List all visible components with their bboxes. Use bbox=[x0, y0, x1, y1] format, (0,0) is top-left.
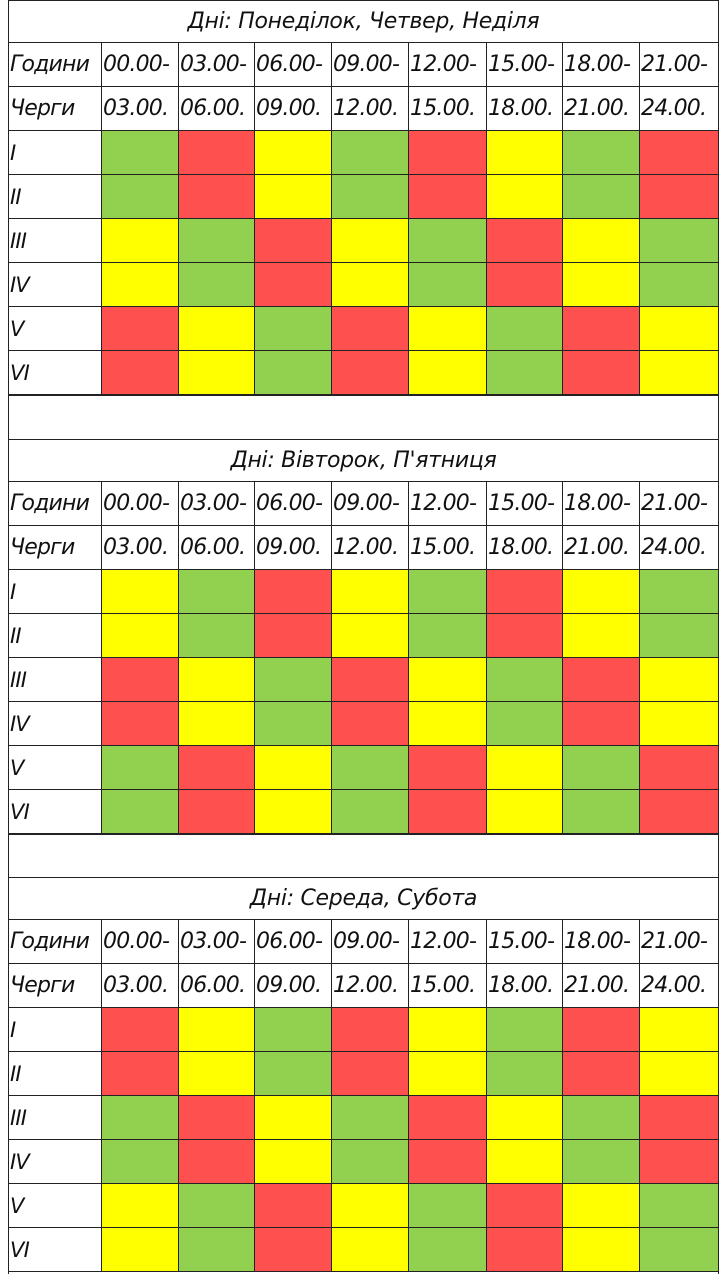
status-cell bbox=[332, 351, 409, 395]
status-cell bbox=[487, 1184, 563, 1228]
status-cell bbox=[409, 219, 487, 263]
status-cell bbox=[102, 307, 179, 351]
queue-label: VI bbox=[9, 790, 102, 834]
status-cell bbox=[563, 307, 640, 351]
status-cell bbox=[179, 1096, 255, 1140]
status-cell bbox=[640, 263, 718, 307]
status-cell bbox=[332, 790, 409, 834]
status-cell bbox=[487, 614, 563, 658]
status-cell bbox=[255, 1008, 332, 1052]
section-title: Дні: Понеділок, Четвер, Неділя bbox=[9, 0, 718, 43]
status-cell bbox=[640, 1008, 718, 1052]
status-cell bbox=[487, 1052, 563, 1096]
queue-label: II bbox=[9, 614, 102, 658]
time-end: 18.00. bbox=[487, 964, 563, 1008]
status-cell bbox=[332, 131, 409, 175]
status-cell bbox=[487, 790, 563, 834]
queue-label: VI bbox=[9, 351, 102, 395]
queue-label: III bbox=[9, 1096, 102, 1140]
status-cell bbox=[179, 1140, 255, 1184]
time-end: 21.00. bbox=[563, 526, 640, 570]
status-cell bbox=[332, 1096, 409, 1140]
time-start: 00.00- bbox=[102, 43, 179, 87]
status-cell bbox=[255, 263, 332, 307]
time-start: 12.00- bbox=[409, 482, 487, 526]
outage-schedule bbox=[8, 0, 719, 1274]
time-end: 09.00. bbox=[255, 87, 332, 131]
time-start: 15.00- bbox=[487, 43, 563, 87]
time-start: 00.00- bbox=[102, 482, 179, 526]
time-start: 06.00- bbox=[255, 43, 332, 87]
status-cell bbox=[332, 1052, 409, 1096]
status-cell bbox=[487, 570, 563, 614]
time-end: 12.00. bbox=[332, 526, 409, 570]
status-cell bbox=[640, 219, 718, 263]
queue-label: V bbox=[9, 746, 102, 790]
time-start: 15.00- bbox=[487, 482, 563, 526]
status-cell bbox=[640, 1052, 718, 1096]
status-cell bbox=[563, 219, 640, 263]
queue-row-4 bbox=[9, 702, 718, 746]
queue-row-5 bbox=[9, 1184, 718, 1228]
status-cell bbox=[409, 1140, 487, 1184]
status-cell bbox=[563, 570, 640, 614]
status-cell bbox=[179, 1228, 255, 1272]
status-cell bbox=[640, 1096, 718, 1140]
status-cell bbox=[640, 307, 718, 351]
status-cell bbox=[102, 702, 179, 746]
queue-label: V bbox=[9, 307, 102, 351]
queue-row-2 bbox=[9, 175, 718, 219]
time-start: 21.00- bbox=[640, 482, 718, 526]
status-cell bbox=[255, 1096, 332, 1140]
time-end: 24.00. bbox=[640, 964, 718, 1008]
status-cell bbox=[640, 658, 718, 702]
time-end: 15.00. bbox=[409, 87, 487, 131]
status-cell bbox=[640, 351, 718, 395]
status-cell bbox=[255, 746, 332, 790]
status-cell bbox=[640, 614, 718, 658]
table-bottom-border bbox=[9, 1271, 718, 1272]
status-cell bbox=[640, 131, 718, 175]
status-cell bbox=[409, 1052, 487, 1096]
time-start: 12.00- bbox=[409, 920, 487, 964]
status-cell bbox=[332, 1228, 409, 1272]
time-start: 00.00- bbox=[102, 920, 179, 964]
status-cell bbox=[255, 131, 332, 175]
hours-header-row bbox=[9, 482, 718, 526]
section-title: Дні: Середа, Субота bbox=[9, 877, 718, 920]
queues-header-row bbox=[9, 964, 718, 1008]
status-cell bbox=[102, 1184, 179, 1228]
status-cell bbox=[255, 790, 332, 834]
status-cell bbox=[255, 658, 332, 702]
status-cell bbox=[102, 658, 179, 702]
status-cell bbox=[487, 1228, 563, 1272]
status-cell bbox=[332, 1008, 409, 1052]
queue-label: III bbox=[9, 658, 102, 702]
status-cell bbox=[102, 1008, 179, 1052]
status-cell bbox=[563, 1008, 640, 1052]
status-cell bbox=[179, 175, 255, 219]
time-end: 09.00. bbox=[255, 964, 332, 1008]
status-cell bbox=[563, 746, 640, 790]
status-cell bbox=[332, 702, 409, 746]
status-cell bbox=[487, 175, 563, 219]
status-cell bbox=[179, 263, 255, 307]
status-cell bbox=[487, 131, 563, 175]
status-cell bbox=[409, 1184, 487, 1228]
status-cell bbox=[255, 1184, 332, 1228]
queue-label: VI bbox=[9, 1228, 102, 1272]
status-cell bbox=[102, 1140, 179, 1184]
status-cell bbox=[563, 175, 640, 219]
queues-header-row bbox=[9, 87, 718, 131]
queue-row-1 bbox=[9, 570, 718, 614]
queue-label: V bbox=[9, 1184, 102, 1228]
status-cell bbox=[640, 1140, 718, 1184]
status-cell bbox=[102, 1096, 179, 1140]
status-cell bbox=[487, 746, 563, 790]
section-spacer bbox=[9, 834, 718, 878]
hours-label: Години bbox=[9, 920, 102, 964]
status-cell bbox=[102, 1228, 179, 1272]
time-end: 06.00. bbox=[179, 87, 255, 131]
status-cell bbox=[409, 175, 487, 219]
queue-row-3 bbox=[9, 219, 718, 263]
status-cell bbox=[179, 658, 255, 702]
time-start: 03.00- bbox=[179, 920, 255, 964]
queue-row-3 bbox=[9, 658, 718, 702]
queue-row-5 bbox=[9, 307, 718, 351]
queues-header-row bbox=[9, 526, 718, 570]
status-cell bbox=[563, 790, 640, 834]
time-start: 18.00- bbox=[563, 482, 640, 526]
queue-label: II bbox=[9, 175, 102, 219]
status-cell bbox=[179, 307, 255, 351]
queue-row-6 bbox=[9, 790, 718, 834]
status-cell bbox=[409, 614, 487, 658]
status-cell bbox=[102, 746, 179, 790]
time-end: 03.00. bbox=[102, 526, 179, 570]
status-cell bbox=[332, 219, 409, 263]
status-cell bbox=[563, 1052, 640, 1096]
queues-label: Черги bbox=[9, 526, 102, 570]
hours-header-row bbox=[9, 920, 718, 964]
time-start: 18.00- bbox=[563, 43, 640, 87]
queue-row-2 bbox=[9, 614, 718, 658]
time-end: 06.00. bbox=[179, 964, 255, 1008]
queue-row-4 bbox=[9, 1140, 718, 1184]
queue-row-4 bbox=[9, 263, 718, 307]
time-start: 15.00- bbox=[487, 920, 563, 964]
status-cell bbox=[179, 351, 255, 395]
time-start: 21.00- bbox=[640, 920, 718, 964]
status-cell bbox=[332, 307, 409, 351]
status-cell bbox=[409, 1096, 487, 1140]
status-cell bbox=[102, 175, 179, 219]
status-cell bbox=[563, 1228, 640, 1272]
time-start: 03.00- bbox=[179, 43, 255, 87]
status-cell bbox=[102, 263, 179, 307]
status-cell bbox=[640, 1228, 718, 1272]
status-cell bbox=[563, 351, 640, 395]
time-end: 21.00. bbox=[563, 87, 640, 131]
status-cell bbox=[563, 1184, 640, 1228]
status-cell bbox=[179, 790, 255, 834]
hours-label: Години bbox=[9, 482, 102, 526]
time-end: 06.00. bbox=[179, 526, 255, 570]
status-cell bbox=[255, 702, 332, 746]
status-cell bbox=[563, 614, 640, 658]
queue-label: I bbox=[9, 131, 102, 175]
status-cell bbox=[332, 263, 409, 307]
status-cell bbox=[255, 1228, 332, 1272]
queue-label: IV bbox=[9, 702, 102, 746]
status-cell bbox=[179, 1008, 255, 1052]
status-cell bbox=[409, 658, 487, 702]
status-cell bbox=[179, 1184, 255, 1228]
status-cell bbox=[179, 746, 255, 790]
status-cell bbox=[409, 1008, 487, 1052]
time-end: 12.00. bbox=[332, 964, 409, 1008]
status-cell bbox=[332, 614, 409, 658]
queues-label: Черги bbox=[9, 964, 102, 1008]
status-cell bbox=[102, 351, 179, 395]
status-cell bbox=[487, 351, 563, 395]
status-cell bbox=[255, 1052, 332, 1096]
time-end: 03.00. bbox=[102, 87, 179, 131]
queue-label: I bbox=[9, 1008, 102, 1052]
queue-row-6 bbox=[9, 1228, 718, 1272]
status-cell bbox=[102, 790, 179, 834]
queue-label: III bbox=[9, 219, 102, 263]
status-cell bbox=[255, 570, 332, 614]
status-cell bbox=[102, 219, 179, 263]
status-cell bbox=[409, 790, 487, 834]
status-cell bbox=[255, 351, 332, 395]
queue-label: IV bbox=[9, 263, 102, 307]
status-cell bbox=[409, 570, 487, 614]
status-cell bbox=[332, 1184, 409, 1228]
status-cell bbox=[563, 658, 640, 702]
time-end: 12.00. bbox=[332, 87, 409, 131]
status-cell bbox=[332, 1140, 409, 1184]
status-cell bbox=[563, 1096, 640, 1140]
status-cell bbox=[487, 263, 563, 307]
status-cell bbox=[409, 351, 487, 395]
status-cell bbox=[179, 219, 255, 263]
status-cell bbox=[102, 570, 179, 614]
status-cell bbox=[563, 702, 640, 746]
time-start: 09.00- bbox=[332, 43, 409, 87]
status-cell bbox=[487, 702, 563, 746]
status-cell bbox=[332, 746, 409, 790]
status-cell bbox=[409, 746, 487, 790]
status-cell bbox=[255, 614, 332, 658]
status-cell bbox=[409, 307, 487, 351]
status-cell bbox=[409, 131, 487, 175]
queue-label: IV bbox=[9, 1140, 102, 1184]
time-end: 15.00. bbox=[409, 526, 487, 570]
status-cell bbox=[179, 131, 255, 175]
status-cell bbox=[332, 570, 409, 614]
time-end: 03.00. bbox=[102, 964, 179, 1008]
time-end: 24.00. bbox=[640, 87, 718, 131]
time-start: 09.00- bbox=[332, 920, 409, 964]
status-cell bbox=[179, 702, 255, 746]
status-cell bbox=[640, 746, 718, 790]
queue-label: I bbox=[9, 570, 102, 614]
status-cell bbox=[640, 175, 718, 219]
status-cell bbox=[640, 702, 718, 746]
status-cell bbox=[179, 614, 255, 658]
status-cell bbox=[487, 219, 563, 263]
queue-row-2 bbox=[9, 1052, 718, 1096]
time-end: 18.00. bbox=[487, 526, 563, 570]
status-cell bbox=[255, 1140, 332, 1184]
time-end: 09.00. bbox=[255, 526, 332, 570]
time-end: 21.00. bbox=[563, 964, 640, 1008]
status-cell bbox=[640, 570, 718, 614]
status-cell bbox=[487, 1140, 563, 1184]
queue-row-1 bbox=[9, 1008, 718, 1052]
status-cell bbox=[487, 1096, 563, 1140]
time-start: 06.00- bbox=[255, 482, 332, 526]
time-end: 18.00. bbox=[487, 87, 563, 131]
status-cell bbox=[640, 1184, 718, 1228]
time-end: 15.00. bbox=[409, 964, 487, 1008]
queues-label: Черги bbox=[9, 87, 102, 131]
status-cell bbox=[487, 1008, 563, 1052]
status-cell bbox=[102, 131, 179, 175]
queue-row-3 bbox=[9, 1096, 718, 1140]
time-end: 24.00. bbox=[640, 526, 718, 570]
section-title: Дні: Вівторок, П'ятниця bbox=[9, 439, 718, 482]
status-cell bbox=[640, 790, 718, 834]
status-cell bbox=[102, 1052, 179, 1096]
section-spacer bbox=[9, 395, 718, 439]
status-cell bbox=[409, 263, 487, 307]
time-start: 18.00- bbox=[563, 920, 640, 964]
status-cell bbox=[332, 658, 409, 702]
status-cell bbox=[179, 570, 255, 614]
time-start: 21.00- bbox=[640, 43, 718, 87]
queue-row-5 bbox=[9, 746, 718, 790]
status-cell bbox=[255, 307, 332, 351]
status-cell bbox=[563, 263, 640, 307]
queue-label: II bbox=[9, 1052, 102, 1096]
status-cell bbox=[102, 614, 179, 658]
queue-row-1 bbox=[9, 131, 718, 175]
status-cell bbox=[487, 307, 563, 351]
status-cell bbox=[409, 702, 487, 746]
status-cell bbox=[255, 219, 332, 263]
queue-row-6 bbox=[9, 351, 718, 395]
status-cell bbox=[563, 1140, 640, 1184]
hours-header-row bbox=[9, 43, 718, 87]
time-start: 06.00- bbox=[255, 920, 332, 964]
hours-label: Години bbox=[9, 43, 102, 87]
status-cell bbox=[409, 1228, 487, 1272]
time-start: 09.00- bbox=[332, 482, 409, 526]
status-cell bbox=[179, 1052, 255, 1096]
status-cell bbox=[487, 658, 563, 702]
status-cell bbox=[332, 175, 409, 219]
status-cell bbox=[563, 131, 640, 175]
time-start: 12.00- bbox=[409, 43, 487, 87]
time-start: 03.00- bbox=[179, 482, 255, 526]
status-cell bbox=[255, 175, 332, 219]
